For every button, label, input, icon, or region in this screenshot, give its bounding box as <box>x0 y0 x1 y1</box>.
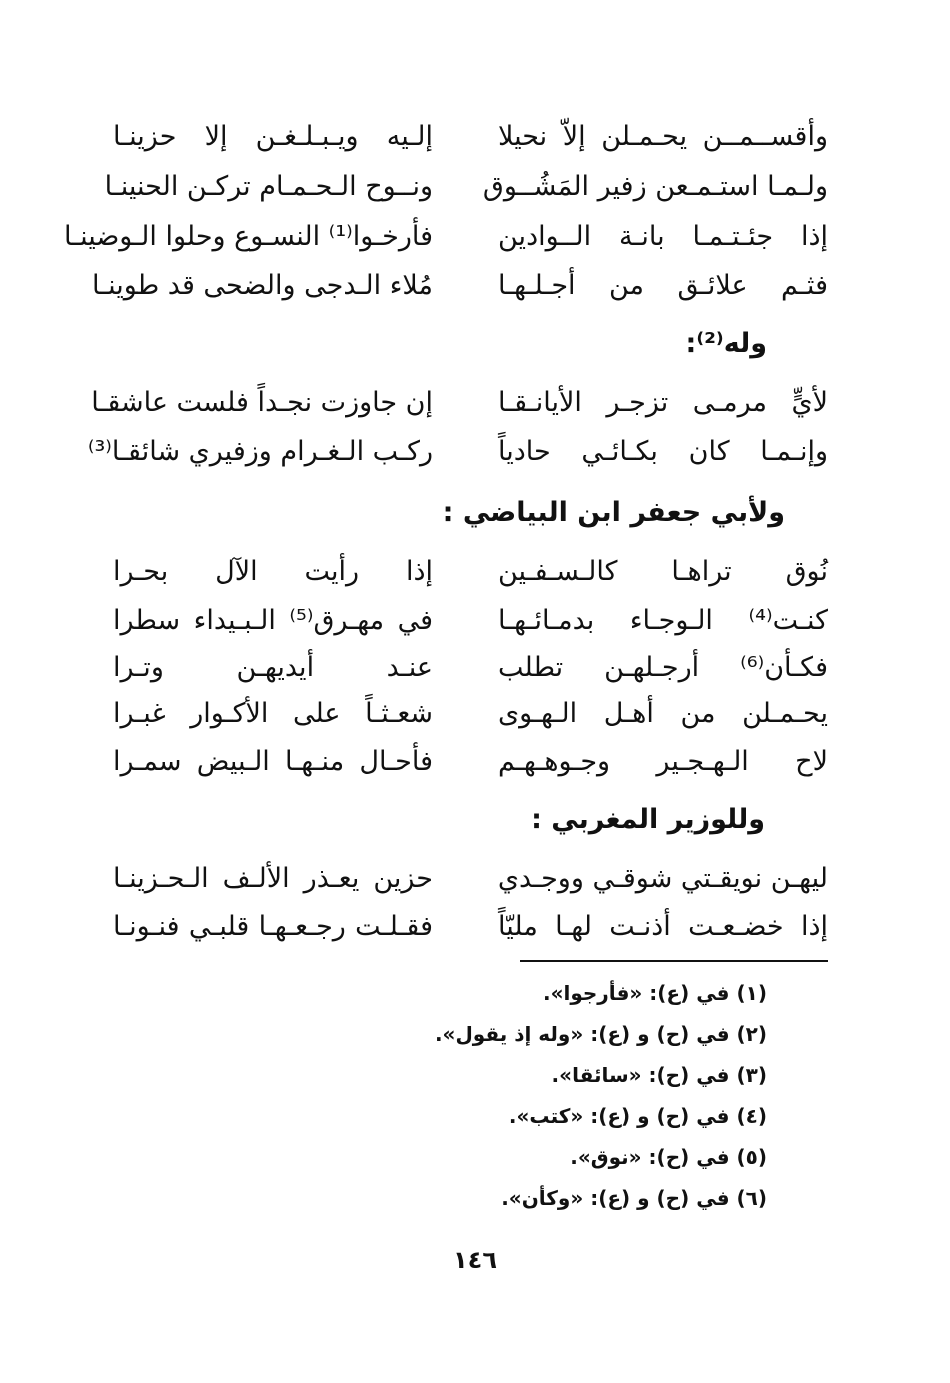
footnote-2: (٢) في (ح) و (ع): «وله إذ يقول». <box>434 1022 767 1046</box>
footnote-4: (٤) في (ح) و (ع): «كتب». <box>508 1104 767 1128</box>
verse-5-first-hemistich: لأيٍّ مرمـى تزجـر الأيانـقـا <box>498 387 828 418</box>
poem-heading-2: وله⁽²⁾: <box>685 328 767 359</box>
verse-6-first-hemistich: وإنـمـا كان بكـائـي حادياً <box>498 436 828 467</box>
verse-5-second-hemistich: إن جاوزت نجـداً فلست عاشقـا <box>91 387 433 418</box>
verse-9-first-hemistich: فكـأن⁽⁶⁾ أرجـلهـن تطلب <box>498 652 828 683</box>
verse-6-second-hemistich: ركـب الـغـرام وزفيري شائقـا⁽³⁾ <box>87 436 433 467</box>
verse-7-first-hemistich: نُوق تراهـا كالـسـفـين <box>498 556 828 587</box>
page-number: ١٤٦ <box>453 1246 497 1274</box>
verse-13-second-hemistich: فقـلـت رجـعـهـا قلبـي فنـونـا <box>113 911 433 942</box>
verse-10-second-hemistich: شعـثـاً على الأكـوار غبـرا <box>113 698 433 729</box>
verse-13-first-hemistich: إذا خضـعـت أذنـت لهـا مليّاً <box>498 911 828 942</box>
verse-4-first-hemistich: فثـم علائـق من أجـلـهـا <box>498 270 828 301</box>
footnote-separator <box>520 960 828 962</box>
verse-2-first-hemistich: ولـمـا استـمـعن زفير المَشُــوق <box>482 171 828 202</box>
footnote-6: (٦) في (ح) و (ع): «وكأن». <box>501 1186 767 1210</box>
poem-heading-4: وللوزير المغربي : <box>531 804 765 835</box>
poem-heading-3: ولأبي جعفر ابن البياضي : <box>442 497 785 528</box>
verse-12-second-hemistich: حزين يعـذر الألـف الـحـزينـا <box>113 863 433 894</box>
verse-4-second-hemistich: مُلاء الـدجى والضحى قد طوينـا <box>91 270 433 301</box>
verse-10-first-hemistich: يحـمـلن من أهـل الـهـوى <box>498 698 828 729</box>
verse-2-second-hemistich: ونــوح الـحـمـام تركـن الحنينـا <box>104 171 433 202</box>
footnote-3: (٣) في (ح): «سائقا». <box>551 1063 767 1087</box>
verse-3-first-hemistich: إذا جئـتـمـا بانـة الــوادين <box>498 221 828 252</box>
verse-7-second-hemistich: إذا رأيت الآل بحـرا <box>113 556 433 587</box>
verse-1-first-hemistich: وأقســمــن يحـمـلن إلاّ نحيلا <box>498 121 828 152</box>
footnote-5: (٥) في (ح): «نوق». <box>570 1145 767 1169</box>
verse-9-second-hemistich: عنـد أيديهـن وتـرا <box>113 652 433 683</box>
verse-8-second-hemistich: في مهـرق⁽⁵⁾ الـبـيداء سطرا <box>113 605 433 636</box>
verse-1-second-hemistich: إلـيه ويـبـلـغـن إلا حزينـا <box>113 121 433 152</box>
verse-3-second-hemistich: فأرخـوا⁽¹⁾ النسـوع وحلوا الـوضينـا <box>63 221 433 252</box>
footnote-1: (١) في (ع): «فأرجوا». <box>542 981 767 1005</box>
verse-11-second-hemistich: فأحـال منـهـا الـبيض سمـرا <box>113 746 433 777</box>
verse-11-first-hemistich: لاح الـهـجـير وجـوهـهـم <box>498 746 828 777</box>
verse-12-first-hemistich: ليهـن نويقـتي شوقـي ووجـدي <box>497 863 828 894</box>
verse-8-first-hemistich: كنـت⁽⁴⁾ الـوجـاء بدمـائـهـا <box>498 605 828 636</box>
